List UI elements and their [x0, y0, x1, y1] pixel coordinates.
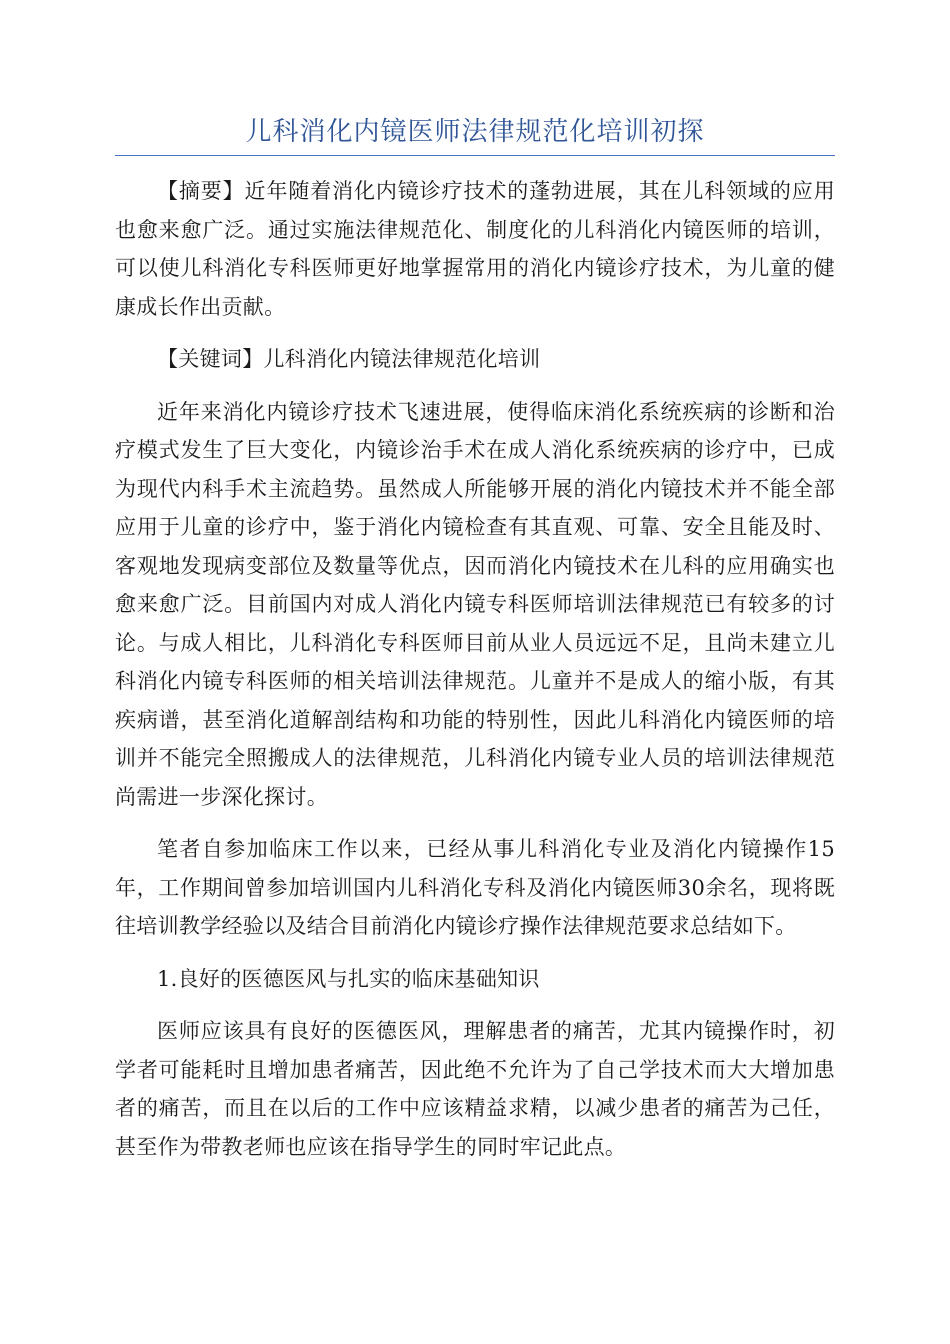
- keywords-paragraph: 【关键词】儿科消化内镜法律规范化培训: [157, 347, 541, 371]
- body-paragraph: 笔者自参加临床工作以来，已经从事儿科消化专业及消化内镜操作15年，工作期间曾参加培训国内儿科消化专科及消化内镜医师30余名，现将既往培训教学经验以及结合目前消化内镜诊疗操作法律规范要求总结如下。: [115, 837, 835, 938]
- document-body: [115, 172, 835, 1180]
- section-paragraph: 医师应该具有良好的医德医风，理解患者的痛苦，尤其内镜操作时，初学者可能耗时且增加患者痛苦，因此绝不允许为了自己学技术而大大增加患者的痛苦，而且在以后的工作中应该精益求精，以减少患者的痛苦为己任，甚至作为带教老师也应该在指导学生的同时牢记此点。: [115, 1019, 835, 1159]
- body-paragraph: 近年来消化内镜诊疗技术飞速进展，使得临床消化系统疾病的诊断和治疗模式发生了巨大变化，内镜诊治手术在成人消化系统疾病的诊疗中，已成为现代内科手术主流趋势。虽然成人所能够开展的消化内镜技术并不能全部应用于儿童的诊疗中，鉴于消化内镜检查有其直观、可靠、安全且能及时、客观地发现病变部位及数量等优点，因而消化内镜技术在儿科的应用确实也愈来愈广泛。目前国内对成人消化内镜专科医师培训法律规范已有较多的讨论。与成人相比，儿科消化专科医师目前从业人员远远不足，且尚未建立儿科消化内镜专科医师的相关培训法律规范。儿童并不是成人的缩小版，有其疾病谱，甚至消化道解剖结构和功能的特别性，因此儿科消化内镜医师的培训并不能完全照搬成人的法律规范，儿科消化内镜专业人员的培训法律规范尚需进一步深化探讨。: [115, 399, 835, 809]
- title-underline: [115, 155, 835, 156]
- document-title: 儿科消化内镜医师法律规范化培训初探: [245, 117, 705, 147]
- abstract-paragraph: 【摘要】近年随着消化内镜诊疗技术的蓬勃进展，其在儿科领域的应用也愈来愈广泛。通过实施法律规范化、制度化的儿科消化内镜医师的培训，可以使儿科消化专科医师更好地掌握常用的消化内镜诊疗技术，为儿童的健康成长作出贡献。: [115, 179, 835, 319]
- section-heading: 1.良好的医德医风与扎实的临床基础知识: [157, 966, 540, 991]
